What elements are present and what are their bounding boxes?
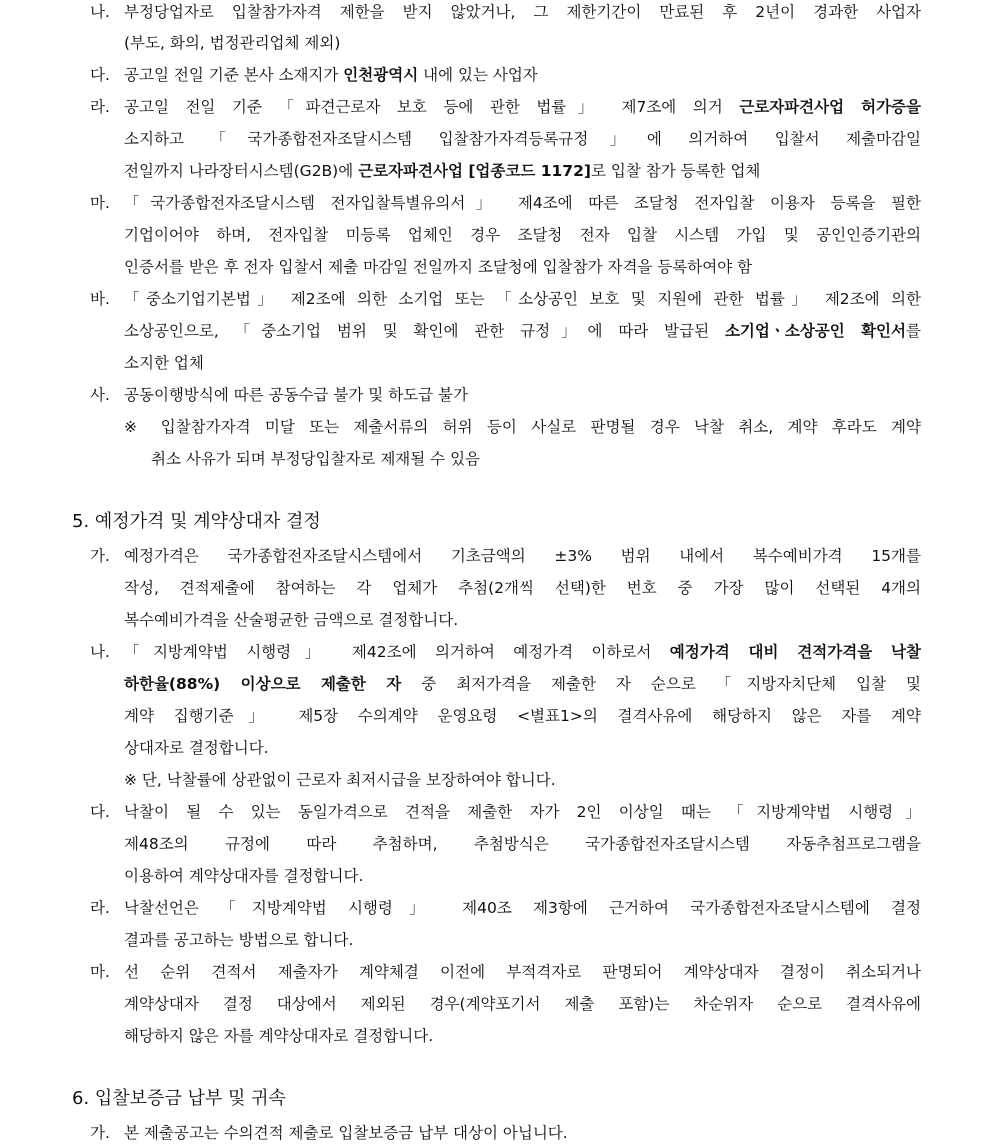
text-line: 소지하고 「국가종합전자조달시스템 입찰참가자격등록규정」에 의거하여 입찰서 제출마감일 — [124, 130, 921, 148]
text-line — [124, 320, 921, 342]
item-marker: 나. — [90, 3, 110, 21]
text-line: 선 순위 견적서 제출자가 계약체결 이전에 부적격자로 판명되어 계약상대자 결정이 취소되거나 — [124, 963, 921, 981]
text-line: 낙찰선언은 「지방계약법 시행령」 제40조 제3항에 근거하여 국가종합전자조달시스템에 결정 — [124, 899, 921, 917]
text-line: 인증서를 받은 후 전자 입찰서 제출 마감일 전일까지 조달청에 입찰참가 자격을 등록하여야 함 — [124, 258, 753, 276]
note-line: ※ 단, 낙찰률에 상관없이 근로자 최저시급을 보장하여야 합니다. — [124, 771, 556, 789]
text-line — [124, 160, 760, 182]
item-marker: 가. — [90, 1124, 110, 1142]
text-line: 본 제출공고는 수의견적 제출로 입찰보증금 납부 대상이 아닙니다. — [124, 1124, 568, 1142]
text-run: 로 입찰 참가 등록한 업체 — [590, 162, 761, 180]
text-run: 전일까지 나라장터시스템(G2B)에 — [124, 162, 359, 180]
text-line: 「중소기업기본법」 제2조에 의한 소기업 또는 「소상공인 보호 및 지원에 관한 법률」 제2조에 의한 — [124, 290, 921, 308]
item-marker: 가. — [90, 547, 110, 565]
item-marker: 사. — [90, 386, 110, 404]
text-run: 소상공인으로, 「중소기업 범위 및 확인에 관한 규정」에 따라 발급된 — [124, 322, 725, 340]
text-line: 이용하여 계약상대자를 결정합니다. — [124, 867, 364, 885]
text-line — [124, 96, 921, 118]
item-marker: 마. — [90, 963, 110, 981]
text-run: 공고일 전일 기준 「파견근로자 보호 등에 관한 법률」 제7조에 의거 — [124, 98, 740, 116]
text-line: 소지한 업체 — [124, 354, 204, 372]
note-line: ※ 입찰참가자격 미달 또는 제출서류의 허위 등이 사실로 판명될 경우 낙찰 취소, 계약 후라도 계약 — [124, 418, 921, 436]
text-line: 기업이어야 하며, 전자입찰 미등록 업체인 경우 조달청 전자 입찰 시스템 가입 및 공인인증기관의 — [124, 226, 921, 244]
text-line: 예정가격은 국가종합전자조달시스템에서 기초금액의 ±3% 범위 내에서 복수예비가격 15개를 — [124, 547, 921, 565]
text-line: 계약상대자 결정 대상에서 제외된 경우(계약포기서 제출 포함)는 차순위자 순으로 결격사유에 — [124, 995, 921, 1013]
text-line: 해당하지 않은 자를 계약상대자로 결정합니다. — [124, 1027, 434, 1045]
text-line: 공동이행방식에 따른 공동수급 불가 및 하도급 불가 — [124, 386, 468, 404]
text-line: 작성, 견적제출에 참여하는 각 업체가 추첨(2개씩 선택)한 번호 중 가장 많이 선택된 4개의 — [124, 579, 921, 597]
item-marker: 라. — [90, 899, 110, 917]
item-marker: 라. — [90, 98, 110, 116]
text-line — [124, 64, 538, 86]
text-run: 중 최저가격을 제출한 자 순으로 「지방자치단체 입찰 및 — [401, 675, 921, 693]
bold-text: 근로자파견사업 [업종코드 1172] — [358, 162, 591, 180]
text-line: (부도, 화의, 법정관리업체 제외) — [124, 34, 341, 52]
item-marker: 마. — [90, 194, 110, 212]
bold-text: 인천광역시 — [343, 66, 419, 84]
text-line: 결과를 공고하는 방법으로 합니다. — [124, 931, 354, 949]
bold-text: 근로자파견사업 허가증을 — [739, 98, 921, 116]
section-heading: 6. 입찰보증금 납부 및 귀속 — [72, 1088, 286, 1109]
item-marker: 바. — [90, 290, 110, 308]
text-line — [124, 673, 921, 695]
note-line: 취소 사유가 되며 부정당입찰자로 제재될 수 있음 — [151, 450, 481, 468]
item-marker: 다. — [90, 803, 110, 821]
text-line: 상대자로 결정합니다. — [124, 739, 269, 757]
text-line: 복수예비가격을 산술평균한 금액으로 결정합니다. — [124, 611, 459, 629]
item-marker: 다. — [90, 66, 110, 84]
text-line: 낙찰이 될 수 있는 동일가격으로 견적을 제출한 자가 2인 이상일 때는 「지방계약법 시행령」 — [124, 803, 921, 821]
section-heading: 5. 예정가격 및 계약상대자 결정 — [72, 511, 321, 532]
text-line: 제48조의 규정에 따라 추첨하며, 추첨방식은 국가종합전자조달시스템 자동추첨프로그램을 — [124, 835, 921, 853]
bold-text: 소기업ㆍ소상공인 확인서 — [724, 322, 907, 340]
text-line: 계약 집행기준」 제5장 수의계약 운영요령 <별표1>의 결격사유에 해당하지 않은 자를 계약 — [124, 707, 921, 725]
text-run: 「지방계약법 시행령」 제42조에 의거하여 예정가격 이하로서 — [124, 643, 670, 661]
bold-text: 예정가격 대비 견적가격을 낙찰 — [669, 643, 921, 661]
bold-text: 하한율(88%) 이상으로 제출한 자 — [124, 675, 402, 693]
text-line — [124, 641, 921, 663]
text-run: 공고일 전일 기준 본사 소재지가 — [124, 66, 344, 84]
text-run: 내에 있는 사업자 — [418, 66, 538, 84]
text-run: 를 — [906, 322, 921, 340]
item-marker: 나. — [90, 643, 110, 661]
text-line: 「국가종합전자조달시스템 전자입찰특별유의서」 제4조에 따른 조달청 전자입찰 이용자 등록을 필한 — [124, 194, 921, 212]
text-line: 부정당업자로 입찰참가자격 제한을 받지 않았거나, 그 제한기간이 만료된 후 2년이 경과한 사업자 — [124, 3, 921, 21]
